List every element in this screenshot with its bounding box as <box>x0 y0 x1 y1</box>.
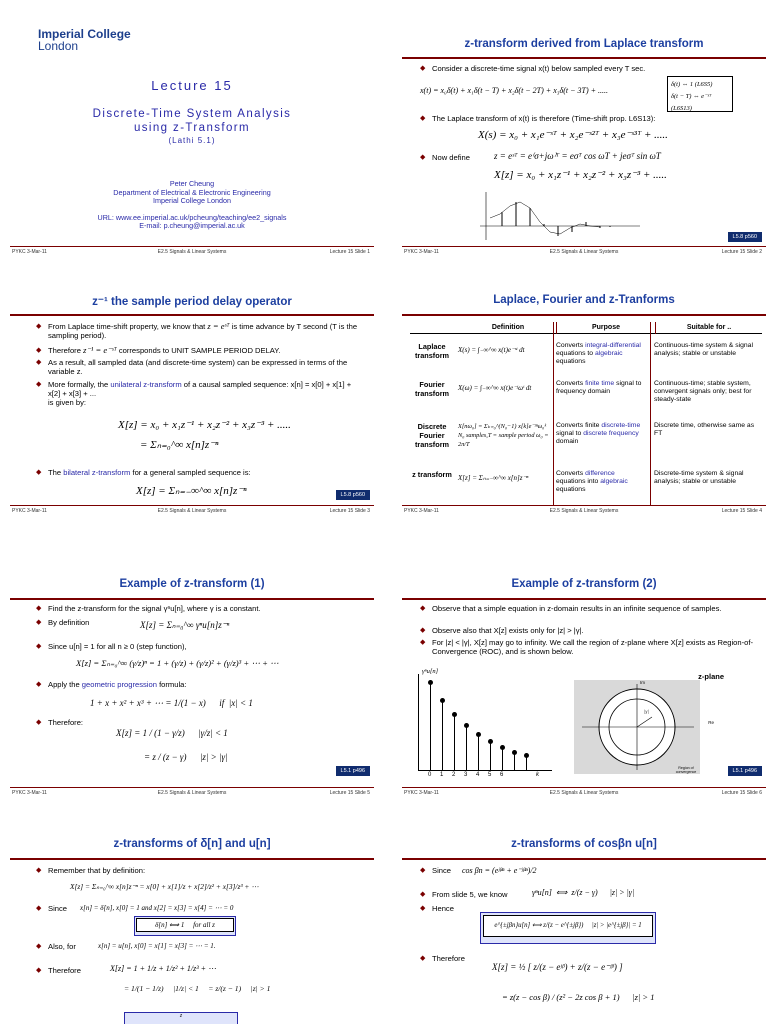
equation-combined: X[z] = ½ [ z/(z − eʲᵝ) + z/(z − e⁻ʲᵝ) ] <box>492 962 623 972</box>
footer-course: E2.5 Signals & Linear Systems <box>157 249 227 255</box>
logo-line-1: Imperial College <box>38 27 131 41</box>
title-underline <box>10 858 374 860</box>
slide-title: z-transform derived from Laplace transform <box>464 38 704 50</box>
equation-definition: X[z] = Σₙ₌₀^∞ γⁿu[n]z⁻ⁿ <box>140 620 230 630</box>
slide-footer <box>402 246 766 256</box>
stem-plot <box>416 668 556 778</box>
lecture-title-1: Discrete-Time System Analysis <box>92 108 292 120</box>
author-email[interactable]: E-mail: p.cheung@imperial.ac.uk <box>139 221 245 231</box>
bullet-1: ◆ Since <box>420 866 472 875</box>
slide-2 <box>402 8 766 266</box>
footer-slide-number: Lecture 15 Slide 1 <box>329 249 370 255</box>
bullet-2: ◆ From slide 5, we know <box>420 890 542 899</box>
row-name: z transform <box>412 470 452 479</box>
stem-line <box>454 714 455 770</box>
author-url[interactable]: URL: www.ee.imperial.ac.uk/pcheung/teaching/ee2_signals <box>97 212 287 222</box>
stem-point <box>476 732 481 737</box>
equation-laplace: X(s) = x₀ + x₁e⁻ˢᵀ + x₂e⁻ˢ²ᵀ + x₃e⁻ˢ³ᵀ + ..... <box>478 129 668 141</box>
tick-label: 3 <box>464 772 468 778</box>
footer-slide-number: Lecture 15 Slide 3 <box>329 508 370 514</box>
title-underline <box>402 314 766 316</box>
table-header-suitable: Suitable for .. <box>686 324 732 331</box>
bullet-1: ◆ Consider a discrete-time signal x(t) below sampled every T sec. <box>420 64 762 73</box>
stem-line <box>502 747 503 770</box>
author-college: Imperial College London <box>153 196 231 206</box>
row-purpose: Converts finite discrete-time signal to discrete frequency domain <box>556 422 641 445</box>
row-suitable: Continuous-time system & signal analysis; stable or unstable <box>654 342 753 357</box>
slide-7 <box>10 800 374 1024</box>
delta-result-box <box>134 916 236 936</box>
hence-result-box <box>480 912 656 944</box>
bullet-1: ◆ From Laplace time-shift property, we know that z = eˢᵀ is time advance by T second (T is the sampling period). <box>36 322 358 340</box>
laplace-pairs-box <box>667 76 733 112</box>
tick-label: k <box>536 772 539 778</box>
hence-result: e^{±jβn}u[n] ⟺ z/(z − e^{±jβ}) |z| > |e^{±jβ}| = 1 <box>483 915 653 937</box>
slide-title: Example of z-transform (2) <box>511 578 657 590</box>
gamma-label: |γ| <box>644 710 649 715</box>
tick-label: 0 <box>428 772 432 778</box>
equation-geometric: 1 + x + x² + x³ + ⋯ = 1/(1 − x) if |x| < 1 <box>90 698 253 708</box>
row-definition: X(s) = ∫₋∞^∞ x(t)e⁻ˢᵗ dt <box>458 346 525 354</box>
title-underline <box>10 598 374 600</box>
slide-1 <box>10 8 374 266</box>
author-block <box>10 180 374 231</box>
stem-point <box>440 698 445 703</box>
slide-title: z⁻¹ the sample period delay operator <box>92 296 292 308</box>
stem-line <box>442 700 443 770</box>
table-header-row <box>410 322 762 334</box>
slide-4 <box>402 264 766 522</box>
bullet-4: ◆ Therefore <box>420 954 492 963</box>
equation-expansion: X[z] = Σₙ₌₀^∞ (γ/z)ⁿ = 1 + (γ/z) + (γ/z)² + (γ/z)³ + ⋯ + ⋯ <box>76 658 279 668</box>
bullet-4: ◆ Therefore <box>36 966 108 975</box>
equation-cos: cos βn = (eʲᵝⁿ + e⁻ʲᵝⁿ)/2 <box>462 866 537 875</box>
step-result-partial: z <box>179 1013 183 1019</box>
equation-step: x[n] = u[n], x[0] = x[1] = x[3] = ⋯ = 1. <box>98 942 216 950</box>
slide-footer <box>402 505 766 515</box>
stem-line <box>490 741 491 770</box>
lecture-subtitle: (Lathi 5.1) <box>168 136 216 145</box>
title-underline <box>402 598 766 600</box>
equation-result-1: X[z] = 1 / (1 − γ/z) |γ/z| < 1 <box>116 728 228 738</box>
lecture-number: Lecture 15 <box>151 78 233 93</box>
im-axis-label: Im <box>640 680 645 685</box>
reference-tag: L5.8 p560 <box>336 490 370 500</box>
sampled-signal-plot <box>470 188 650 244</box>
bullet-1: ◆ Remember that by definition: <box>36 866 348 875</box>
bullet-3: ◆ Since u[n] = 1 for all n ≥ 0 (step function), <box>36 642 368 651</box>
delta-result: δ[n] ⟺ 1 for all z <box>136 918 234 932</box>
pair-delta-shift: δ(t − T) ⇔ e⁻ˢᵀ (L6S13) <box>671 93 712 112</box>
equation-result-2: = z / (z − γ) |z| > |γ| <box>144 752 228 762</box>
stem-point <box>464 723 469 728</box>
stem-line <box>478 734 479 770</box>
stem-point <box>500 745 505 750</box>
bullet-2: ◆ Since <box>36 904 108 913</box>
stem-point <box>524 753 529 758</box>
footer-course: E2.5 Signals & Linear Systems <box>549 508 619 514</box>
title-underline <box>402 57 766 59</box>
row-purpose: Converts difference equations into algebraic equations <box>556 470 628 493</box>
row-suitable: Discrete-time system & signal analysis; stable or unstable <box>654 470 744 485</box>
footer-date: PYKC 3-Mar-11 <box>12 508 47 514</box>
table-header-definition: Definition <box>460 322 557 334</box>
stem-marks <box>416 668 556 778</box>
row-suitable: Discrete time, otherwise same as FT <box>654 422 755 437</box>
slide-title: z-transforms of δ[n] and u[n] <box>113 838 271 850</box>
bullet-5: ◆ Therefore: <box>36 718 128 727</box>
footer-slide-number: Lecture 15 Slide 6 <box>721 790 762 796</box>
footer-date: PYKC 3-Mar-11 <box>12 249 47 255</box>
slide-footer <box>402 787 766 797</box>
footer-course: E2.5 Signals & Linear Systems <box>157 508 227 514</box>
footer-date: PYKC 3-Mar-11 <box>404 508 439 514</box>
equation-xz: X[z] = x₀ + x₁z⁻¹ + x₂z⁻² + x₃z⁻³ + ..... <box>494 169 667 181</box>
slide-footer <box>10 787 374 797</box>
row-name: Discrete Fourier transform <box>414 422 450 449</box>
reference-tag: L5.1 p496 <box>728 766 762 776</box>
slide-6 <box>402 540 766 798</box>
slide-footer <box>10 246 374 256</box>
column-divider <box>553 322 554 506</box>
bullet-4: ◆ Apply the geometric progression formula: <box>36 680 368 689</box>
stem-point <box>452 712 457 717</box>
pair-delta: δ(t) ⇔ 1 (L6S5) <box>671 81 713 88</box>
slide-5 <box>10 540 374 798</box>
equation-step-sum: X[z] = 1 + 1/z + 1/z² + 1/z³ + ⋯ <box>110 964 217 973</box>
tick-label: 1 <box>440 772 444 778</box>
z-plane-label: z-plane <box>698 672 724 681</box>
row-purpose: Converts finite time signal to frequency domain <box>556 380 642 395</box>
footer-date: PYKC 3-Mar-11 <box>12 790 47 796</box>
logo <box>38 28 131 52</box>
lecture-title-2: using z-Transform <box>133 122 251 134</box>
stem-line <box>466 725 467 770</box>
transform-comparison-table <box>410 322 762 334</box>
footer-date: PYKC 3-Mar-11 <box>404 790 439 796</box>
reference-tag: L5.8 p560 <box>728 232 762 242</box>
roc-label: Region of convergence <box>675 766 697 774</box>
bullet-2: ◆ By definition <box>36 618 128 627</box>
step-result-box <box>124 1012 238 1024</box>
bullet-1: ◆ Find the z-transform for the signal γⁿu[n], where γ is a constant. <box>36 604 368 613</box>
table-row <box>410 470 762 504</box>
bullet-3: ◆ Hence <box>420 904 492 913</box>
footer-slide-number: Lecture 15 Slide 2 <box>721 249 762 255</box>
row-definition: X[z] = Σₙ₌₋∞^∞ x[n]z⁻ⁿ <box>458 474 529 482</box>
bullet-4: ◆ More formally, the unilateral z-transform of a causal sampled sequence: x[n] = x[0] + x[1] + x[2] + x[3] + ... is given by: <box>36 380 358 407</box>
row-purpose: Converts integral-differential equations to algebraic equations <box>556 342 641 365</box>
table-row <box>410 380 762 418</box>
row-suitable: Continuous-time; stable system, convergent signals only; best for steady-state <box>654 380 752 403</box>
equation-unilateral-sum: = Σₙ₌₀^∞ x[n]z⁻ⁿ <box>140 439 219 451</box>
tick-label: 2 <box>452 772 456 778</box>
stem-line <box>430 682 431 770</box>
re-axis-label: Re <box>708 720 714 725</box>
bullet-5: ◆ The bilateral z-transform for a general sampled sequence is: <box>36 468 358 477</box>
slide-title: z-transforms of cosβn u[n] <box>511 838 657 850</box>
equation-step-result: = 1/(1 − 1/z) |1/z| < 1 = z/(z − 1) |z| > 1 <box>124 984 271 993</box>
equation-delta: x[n] = δ[n], x[0] = 1 and x[2] = x[3] = x[4] = ⋯ = 0 <box>80 904 234 912</box>
slide-footer <box>10 505 374 515</box>
author-name: Peter Cheung <box>169 179 215 188</box>
z-plane-graphic <box>574 680 700 774</box>
title-underline <box>10 314 374 316</box>
table-row <box>410 422 762 466</box>
equation-final: = z(z − cos β) / (z² − 2z cos β + 1) |z| > 1 <box>502 992 655 1002</box>
z-plane-diagram <box>574 672 724 774</box>
stem-point <box>488 739 493 744</box>
equation-unilateral: X[z] = x₀ + x₁z⁻¹ + x₂z⁻² + x₃z⁻³ + ..... <box>118 419 291 431</box>
stem-point <box>512 750 517 755</box>
reference-tag: L5.1 p496 <box>336 766 370 776</box>
tick-label: 6 <box>500 772 504 778</box>
row-name: Laplace transform <box>414 342 450 360</box>
table-header-purpose: Purpose <box>557 322 656 334</box>
footer-course: E2.5 Signals & Linear Systems <box>157 790 227 796</box>
row-definition: X[nω₀] = Σₖ₌₀^(N₀−1) x[k]e⁻ʲⁿω₀ᵏ N₀ samples,T = sample period ω₀ = 2π/T <box>458 423 549 448</box>
bullet-2: ◆ Therefore z⁻¹ = e⁻ˢᵀ corresponds to UNIT SAMPLE PERIOD DELAY. <box>36 346 358 355</box>
stem-point <box>428 680 433 685</box>
bullet-3: ◆ Now define <box>420 153 512 162</box>
equation-definition: X[z] = Σₙ₌₀^∞ x[n]z⁻ⁿ = x[0] + x[1]/z + x[2]/z² + x[3]/z³ + ⋯ <box>70 882 259 891</box>
slide-3 <box>10 264 374 522</box>
footer-slide-number: Lecture 15 Slide 4 <box>721 508 762 514</box>
row-definition: X(ω) = ∫₋∞^∞ x(t)e⁻ʲωᵗ dt <box>458 384 532 392</box>
slide-title: Example of z-transform (1) <box>119 578 265 590</box>
equation-known: γⁿu[n] ⟺ z/(z − γ) |z| > |γ| <box>532 888 635 897</box>
bullet-2: ◆ The Laplace transform of x(t) is therefore (Time-shift prop. L6S13): <box>420 114 762 123</box>
bullet-3: ◆ As a result, all sampled data (and discrete-time system) can be expressed in terms of the variable z. <box>36 358 358 376</box>
table-header-name <box>410 322 460 334</box>
bullet-1: ◆ Observe that a simple equation in z-domain results in an infinite sequence of samples. <box>420 604 762 613</box>
slide-8 <box>402 800 766 1024</box>
equation-bilateral: X[z] = Σₙ₌₋∞^∞ x[n]z⁻ⁿ <box>136 485 247 497</box>
bullet-3: ◆ For |z| < |γ|, X[z] may go to infinity. We call the region of z-plane where X[z] exists as Region-of-Convergence (ROC), and is shown below. <box>420 638 762 656</box>
slide-title: Laplace, Fourier and z-Tranforms <box>493 294 675 306</box>
footer-course: E2.5 Signals & Linear Systems <box>549 249 619 255</box>
tick-label: 5 <box>488 772 492 778</box>
column-divider <box>650 322 651 506</box>
bullet-3: ◆ Also, for <box>36 942 108 951</box>
title-underline <box>402 858 766 860</box>
footer-slide-number: Lecture 15 Slide 5 <box>329 790 370 796</box>
tick-label: 4 <box>476 772 480 778</box>
footer-date: PYKC 3-Mar-11 <box>404 249 439 255</box>
author-dept: Department of Electrical & Electronic Engineering <box>113 187 271 197</box>
bullet-2: ◆ Observe also that X[z] exists only for |z| > |γ|. <box>420 626 762 635</box>
equation-xt: x(t) = x₀δ(t) + x₁δ(t − T) + x₂δ(t − 2T) + x₃δ(t − 3T) + ..... <box>420 86 609 95</box>
stem-plot-label: γⁿu[n] <box>422 668 439 675</box>
table-row <box>410 342 762 378</box>
row-name: Fourier transform <box>414 380 450 398</box>
footer-course: E2.5 Signals & Linear Systems <box>549 790 619 796</box>
logo-line-2: London <box>38 39 79 53</box>
equation-z-define: z = eˢᵀ = e⁽σ+jω⁾ᵀ = eσᵀ cos ωT + jeσᵀ sin ωT <box>494 151 661 161</box>
